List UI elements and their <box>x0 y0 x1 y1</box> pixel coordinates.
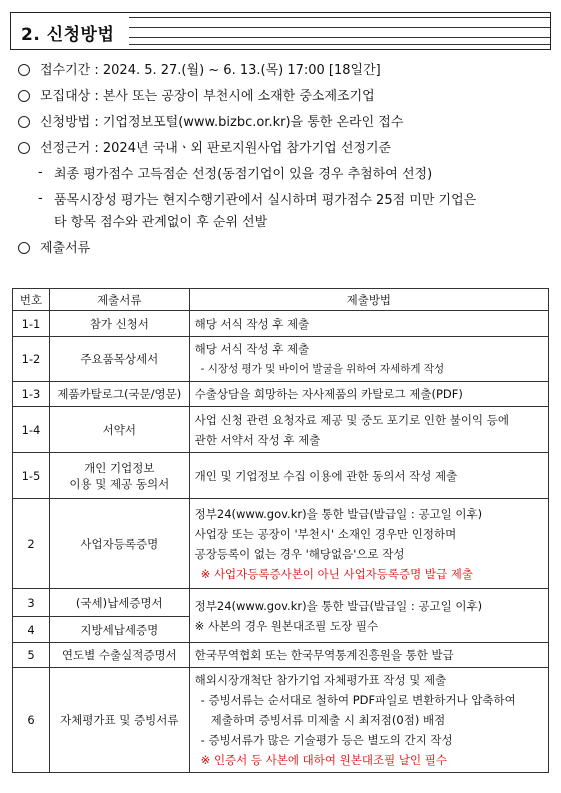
row-no: 5 <box>13 643 50 668</box>
row-method: 한국무역협회 또는 한국무역통계진흥원을 통한 발급 <box>189 643 548 668</box>
table-row <box>13 337 549 382</box>
row-method <box>189 499 548 589</box>
documents-table <box>12 288 549 773</box>
criteria-text-continued: 타 항목 점수와 관계없이 후 순위 선발 <box>54 215 268 230</box>
dash-marker: - <box>38 191 43 206</box>
criteria-item <box>18 164 558 186</box>
row-no: 1-1 <box>13 311 50 337</box>
row-method <box>189 407 548 453</box>
row-doc: 사업자등록증명 <box>49 499 189 589</box>
section-title: 2. 신청방법 <box>21 25 115 45</box>
criteria-text: 품목시장성 평가는 현지수행기관에서 실시하며 평가점수 25점 미만 기업은 <box>54 193 477 208</box>
row-no: 6 <box>13 668 50 773</box>
table-row <box>13 499 549 589</box>
circle-bullet-icon <box>18 64 30 76</box>
method-line: 정부24(www.gov.kr)을 통한 발급(발급일 : 공고일 이후) <box>194 598 483 613</box>
table-header-row <box>13 289 549 311</box>
doc-line: 이용 및 제공 동의서 <box>69 476 170 491</box>
row-method: 수출상담을 희망하는 자사제품의 카탈로그 제출(PDF) <box>189 382 548 407</box>
method-line: 정부24(www.gov.kr)을 통한 발급(발급일 : 공고일 이후) <box>194 506 483 521</box>
table-row <box>13 589 549 617</box>
method-warning: ※ 사업자등록증사본이 아닌 사업자등록증명 발급 제출 <box>200 566 473 581</box>
row-no: 1-5 <box>13 453 50 499</box>
bullet-method <box>18 114 558 140</box>
table-row <box>13 453 549 499</box>
header-method: 제출방법 <box>189 289 548 311</box>
method-line: - 증빙서류가 많은 기술평가 등은 별도의 간지 작성 <box>200 733 453 747</box>
row-doc: 서약서 <box>49 407 189 453</box>
bullet-text: 신청방법 : 기업정보포털(www.bizbc.or.kr)을 통한 온라인 접수 <box>40 115 404 130</box>
circle-bullet-icon <box>18 142 30 154</box>
bullet-text: 선정근거 : 2024년 국내ㆍ외 판로지원사업 참가기업 선정기준 <box>40 141 392 156</box>
method-line: - 증빙서류는 순서대로 철하여 PDF파일로 변환하거나 압축하여 <box>200 693 516 707</box>
row-method: 해당 서식 작성 후 제출 <box>189 311 548 337</box>
bullet-target <box>18 88 558 114</box>
section-header <box>10 12 551 50</box>
table-row <box>13 643 549 668</box>
dash-marker: - <box>38 165 43 180</box>
row-no: 1-3 <box>13 382 50 407</box>
table-row <box>13 382 549 407</box>
method-line: 공장등록이 없는 경우 '해당없음'으로 작성 <box>194 546 405 561</box>
row-doc: 제품카탈로그(국문/영문) <box>49 382 189 407</box>
doc-line: 개인 기업정보 <box>84 460 155 475</box>
criteria-text: 최종 평가점수 고득점순 선정(동점기업이 있을 경우 추첨하여 선정) <box>54 167 433 182</box>
table-row <box>13 668 549 773</box>
circle-bullet-icon <box>18 242 30 254</box>
row-doc: 주요품목상세서 <box>49 337 189 382</box>
row-no: 4 <box>13 617 50 643</box>
bullet-period <box>18 62 558 88</box>
criteria-item <box>18 190 558 234</box>
row-doc: 참가 신청서 <box>49 311 189 337</box>
row-no: 2 <box>13 499 50 589</box>
method-line: ※ 사본의 경우 원본대조필 도장 필수 <box>194 618 379 633</box>
header-decorative-lines <box>129 17 550 45</box>
header-doc: 제출서류 <box>49 289 189 311</box>
row-doc: 지방세납세증명 <box>49 617 189 643</box>
header-no: 번호 <box>13 289 50 311</box>
row-method <box>189 337 548 382</box>
bullet-text: 접수기간 : 2024. 5. 27.(월) ~ 6. 13.(목) 17:00 [18일간] <box>40 63 381 78</box>
row-doc: 자체평가표 및 증빙서류 <box>49 668 189 773</box>
bullet-docs <box>18 240 558 266</box>
row-doc: 연도별 수출실적증명서 <box>49 643 189 668</box>
method-note: - 시장성 평가 및 바이어 발굴을 위하여 자세하게 작성 <box>200 363 445 375</box>
bullet-text: 제출서류 <box>40 241 91 256</box>
row-no: 1-2 <box>13 337 50 382</box>
row-method <box>189 668 548 773</box>
bullet-text: 모집대상 : 본사 또는 공장이 부천시에 소재한 중소제조기업 <box>40 89 375 104</box>
table-row <box>13 311 549 337</box>
table-row <box>13 407 549 453</box>
method-line: 해외시장개척단 참가기업 자체평가표 작성 및 제출 <box>194 673 447 687</box>
row-no: 3 <box>13 589 50 617</box>
row-doc: (국세)납세증명서 <box>49 589 189 617</box>
method-line: 사업 신청 관련 요청자료 제공 및 중도 포기로 인한 불이익 등에 <box>194 412 509 427</box>
method-line: 사업장 또는 공장이 '부천시' 소재인 경우만 인정하며 <box>194 526 457 541</box>
method-line: 관한 서약서 작성 후 제출 <box>194 432 321 447</box>
bullet-basis <box>18 140 558 166</box>
bullet-list <box>18 62 558 266</box>
circle-bullet-icon <box>18 90 30 102</box>
row-method <box>189 589 548 643</box>
circle-bullet-icon <box>18 116 30 128</box>
method-warning: ※ 인증서 등 사본에 대하여 원본대조필 날인 필수 <box>200 753 447 767</box>
row-no: 1-4 <box>13 407 50 453</box>
row-doc <box>49 453 189 499</box>
row-method: 개인 및 기업정보 수집 이용에 관한 동의서 작성 제출 <box>189 453 548 499</box>
method-line: 제출하며 증빙서류 미제출 시 최저점(0점) 배점 <box>210 713 446 727</box>
method-line: 해당 서식 작성 후 제출 <box>194 342 310 356</box>
